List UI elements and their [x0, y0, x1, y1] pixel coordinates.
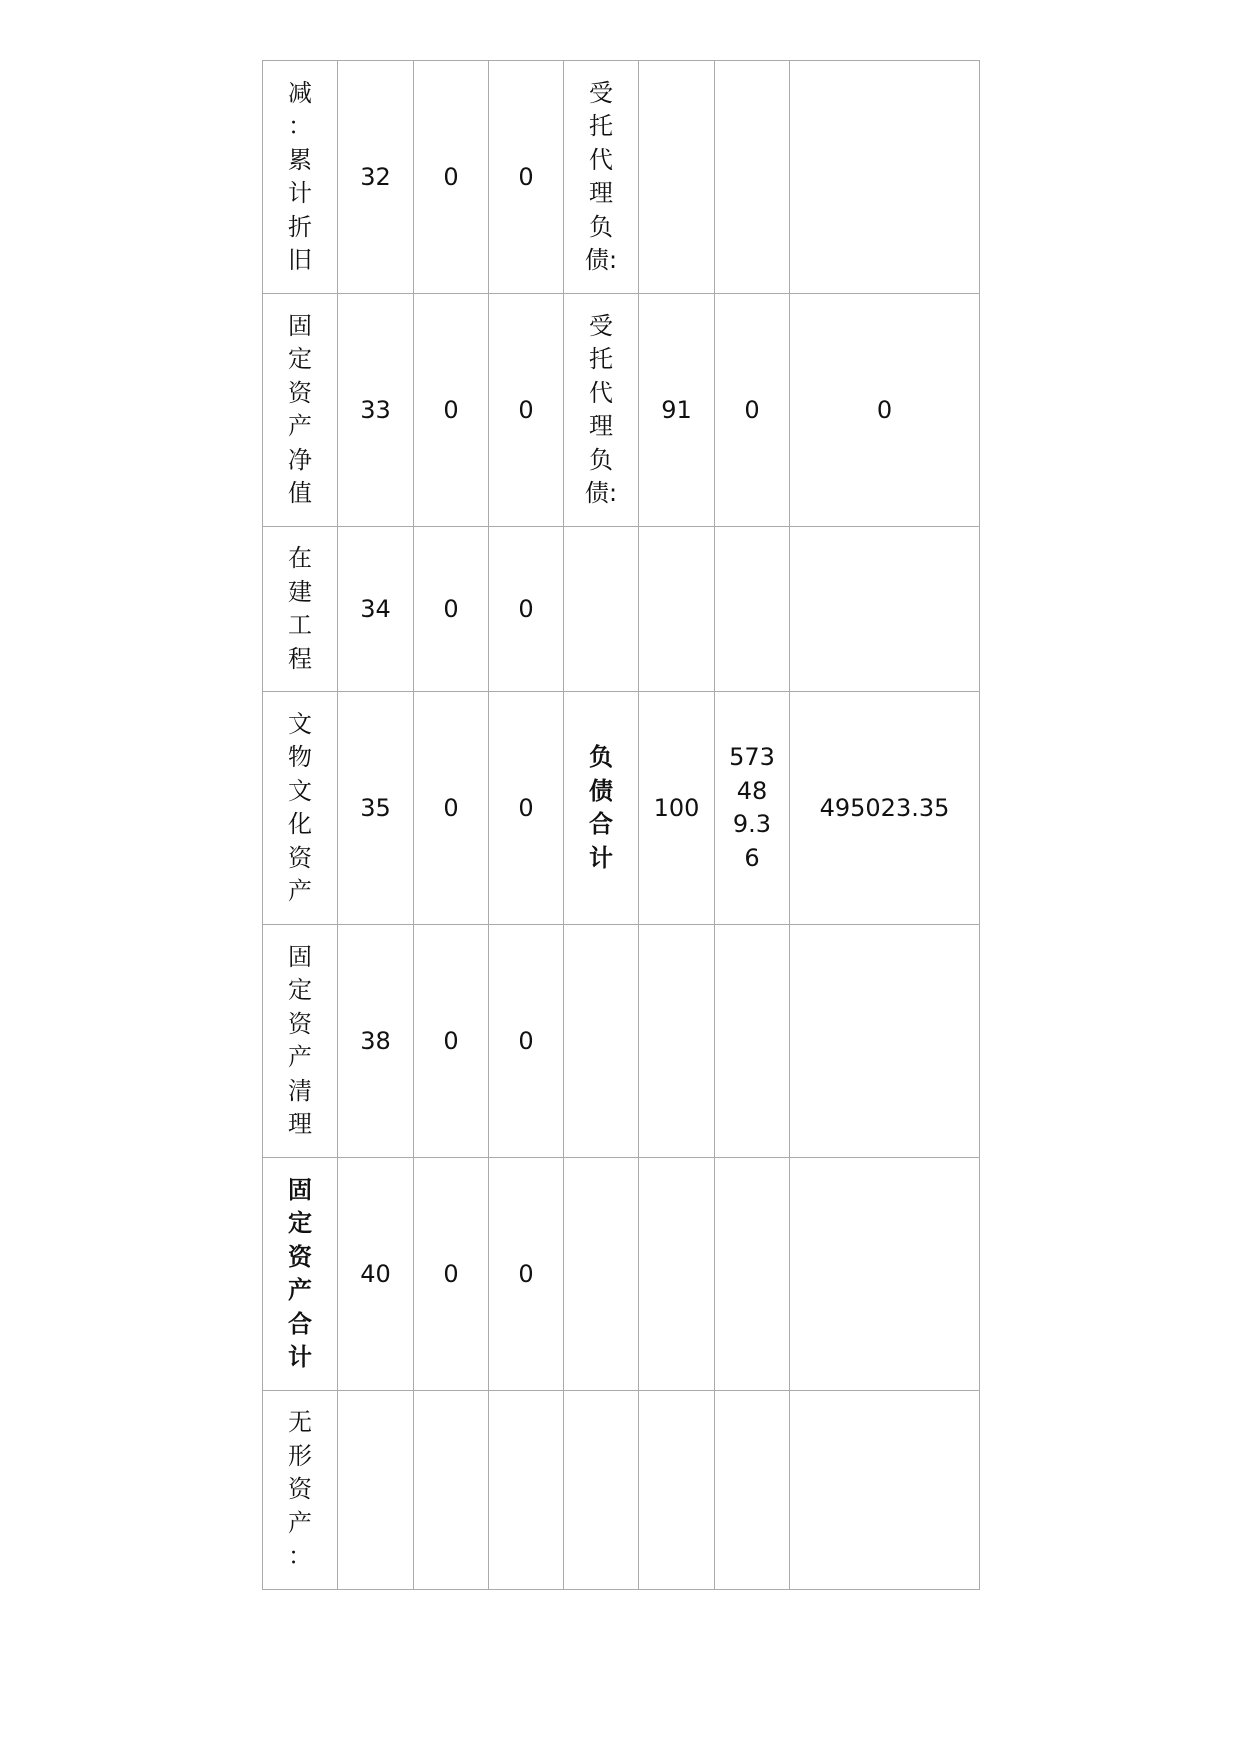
liability-end-cell: 0	[790, 294, 980, 527]
end-balance-cell: 0	[489, 925, 564, 1158]
end-balance-cell: 0	[489, 1158, 564, 1391]
liability-line-cell	[639, 527, 715, 692]
liability-line-cell	[639, 61, 715, 294]
liability-end-cell	[790, 61, 980, 294]
liability-end-cell	[790, 1391, 980, 1590]
begin-balance-cell: 0	[414, 61, 489, 294]
liability-item-cell	[564, 925, 639, 1158]
liability-item-cell	[564, 527, 639, 692]
liability-item-cell: 受托代理负债:	[564, 61, 639, 294]
liability-end-cell: 495023.35	[790, 692, 980, 925]
asset-item-cell: 固定资产清理	[263, 925, 338, 1158]
table-row	[263, 925, 980, 1158]
line-number-cell: 35	[338, 692, 414, 925]
table-row	[263, 61, 980, 294]
liability-end-cell	[790, 925, 980, 1158]
liability-begin-cell: 0	[715, 294, 790, 527]
end-balance-cell: 0	[489, 294, 564, 527]
begin-balance-cell: 0	[414, 527, 489, 692]
begin-balance-cell: 0	[414, 692, 489, 925]
liability-item-cell: 受托代理负债:	[564, 294, 639, 527]
line-number-cell: 38	[338, 925, 414, 1158]
end-balance-cell: 0	[489, 527, 564, 692]
balance-sheet-table	[262, 60, 980, 1590]
end-balance-cell: 0	[489, 61, 564, 294]
liability-begin-cell	[715, 925, 790, 1158]
table-row	[263, 527, 980, 692]
liability-begin-cell	[715, 61, 790, 294]
asset-item-cell: 在建工程	[263, 527, 338, 692]
liability-begin-cell	[715, 1391, 790, 1590]
asset-item-cell: 固定资产合计	[263, 1158, 338, 1391]
line-number-cell: 40	[338, 1158, 414, 1391]
asset-item-cell: 减：累计折旧	[263, 61, 338, 294]
begin-balance-cell: 0	[414, 1158, 489, 1391]
table-row	[263, 294, 980, 527]
end-balance-cell: 0	[489, 692, 564, 925]
liability-line-cell	[639, 1158, 715, 1391]
asset-item-cell: 无形资产：	[263, 1391, 338, 1590]
liability-end-cell	[790, 1158, 980, 1391]
begin-balance-cell	[414, 1391, 489, 1590]
line-number-cell	[338, 1391, 414, 1590]
asset-item-cell: 文物文化资产	[263, 692, 338, 925]
line-number-cell: 32	[338, 61, 414, 294]
liability-begin-cell	[715, 527, 790, 692]
begin-balance-cell: 0	[414, 925, 489, 1158]
liability-begin-cell	[715, 1158, 790, 1391]
line-number-cell: 34	[338, 527, 414, 692]
liability-line-cell	[639, 925, 715, 1158]
end-balance-cell	[489, 1391, 564, 1590]
begin-balance-cell: 0	[414, 294, 489, 527]
liability-item-cell: 负债合计	[564, 692, 639, 925]
line-number-cell: 33	[338, 294, 414, 527]
liability-line-cell: 91	[639, 294, 715, 527]
liability-line-cell	[639, 1391, 715, 1590]
liability-item-cell	[564, 1391, 639, 1590]
table-row	[263, 692, 980, 925]
table-row	[263, 1391, 980, 1590]
table-row	[263, 1158, 980, 1391]
liability-begin-cell: 573489.36	[715, 692, 790, 925]
liability-line-cell: 100	[639, 692, 715, 925]
asset-item-cell: 固定资产净值	[263, 294, 338, 527]
liability-item-cell	[564, 1158, 639, 1391]
liability-end-cell	[790, 527, 980, 692]
